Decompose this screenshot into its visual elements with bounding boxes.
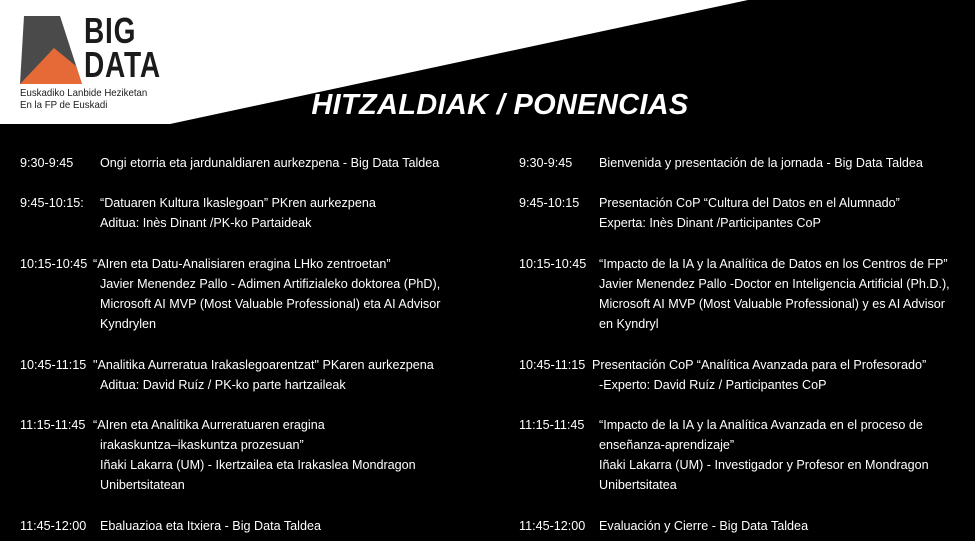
item-line: Unibertsitatea [599, 478, 677, 492]
item-line: “Impacto de la IA y la Analítica de Datos en los Centros de FP” [599, 257, 948, 271]
item-line: enseñanza-aprendizaje” [599, 438, 735, 452]
item-line: Unibertsitatean [100, 478, 185, 492]
item-time: 9:30-9:45 [20, 156, 74, 170]
logo-wordmark [84, 10, 161, 85]
logo-subtitle-eu: Euskadiko Lanbide Heziketan [20, 87, 148, 99]
item-time: 11:15-11:45 [519, 418, 585, 432]
item-time: 10:15-10:45 [20, 257, 88, 271]
item-line: Presentación CoP “Analítica Avanzada para el Profesorado” [592, 358, 927, 372]
item-line: irakaskuntza–ikaskuntza prozesuan” [100, 438, 304, 452]
page-title: HITZALDIAK / PONENCIAS [311, 89, 689, 121]
item-line: “Datuaren Kultura Ikaslegoan” PKren aurkezpena [100, 196, 376, 210]
item-line: Presentación CoP “Cultura del Datos en el Alumnado” [599, 196, 900, 210]
item-line: Iñaki Lakarra (UM) - Ikertzailea eta Irakaslea Mondragon [100, 458, 416, 472]
item-time: 9:45-10:15 [519, 196, 580, 210]
item-line: Iñaki Lakarra (UM) - Investigador y Profesor en Mondragon [599, 458, 929, 472]
logo-word-data: DATA [84, 44, 161, 85]
item-time: 11:15-11:45 [20, 418, 86, 432]
item-line: en Kyndryl [599, 317, 659, 331]
item-line: Ebaluazioa eta Itxiera - Big Data Taldea [100, 519, 321, 533]
item-line: Evaluación y Cierre - Big Data Taldea [599, 519, 809, 533]
item-line: “AIren eta Analitika Aurreratuaren eragina [93, 418, 325, 432]
logo-subtitle-es: En la FP de Euskadi [20, 99, 108, 111]
item-line: Bienvenida y presentación de la jornada - Big Data Taldea [599, 156, 923, 170]
logo-word-big: BIG [84, 10, 137, 51]
item-time: 10:45-11:15 [519, 358, 586, 372]
item-line: “Impacto de la IA y la Analítica Avanzada en el proceso de [599, 418, 923, 432]
item-time: 10:45-11:15 [20, 358, 87, 372]
item-time: 9:30-9:45 [519, 156, 573, 170]
item-time: 11:45-12:00 [20, 519, 87, 533]
item-line: “AIren eta Datu-Analisiaren eragina LHko zentroetan” [93, 257, 391, 271]
item-line: Microsoft AI MVP (Most Valuable Professional) y es AI Advisor [599, 297, 946, 311]
item-time: 9:45-10:15: [20, 196, 84, 210]
item-line: Kyndrylen [100, 317, 157, 331]
item-line: Aditua: David Ruíz / PK-ko parte hartzaileak [100, 378, 346, 392]
item-line: Ongi etorria eta jardunaldiaren aurkezpena - Big Data Taldea [100, 156, 440, 170]
item-line: -Experto: David Ruíz / Participantes CoP [599, 378, 827, 392]
item-line: "Analitika Aurreratua Irakaslegoarentzat" PKaren aurkezpena [93, 358, 434, 372]
item-time: 10:15-10:45 [519, 257, 587, 271]
logo-mark-icon [18, 14, 83, 86]
item-line: Aditua: Inès Dinant /PK-ko Partaideak [100, 216, 312, 230]
item-line: Experta: Inès Dinant /Participantes CoP [599, 216, 821, 230]
item-line: Javier Menendez Pallo -Doctor en Inteligencia Artificial (Ph.D.), [599, 277, 950, 291]
item-line: Microsoft AI MVP (Most Valuable Professional) eta AI Advisor [100, 297, 441, 311]
item-time: 11:45-12:00 [519, 519, 586, 533]
item-line: Javier Menendez Pallo - Adimen Artifizialeko doktorea (PhD), [100, 277, 441, 291]
